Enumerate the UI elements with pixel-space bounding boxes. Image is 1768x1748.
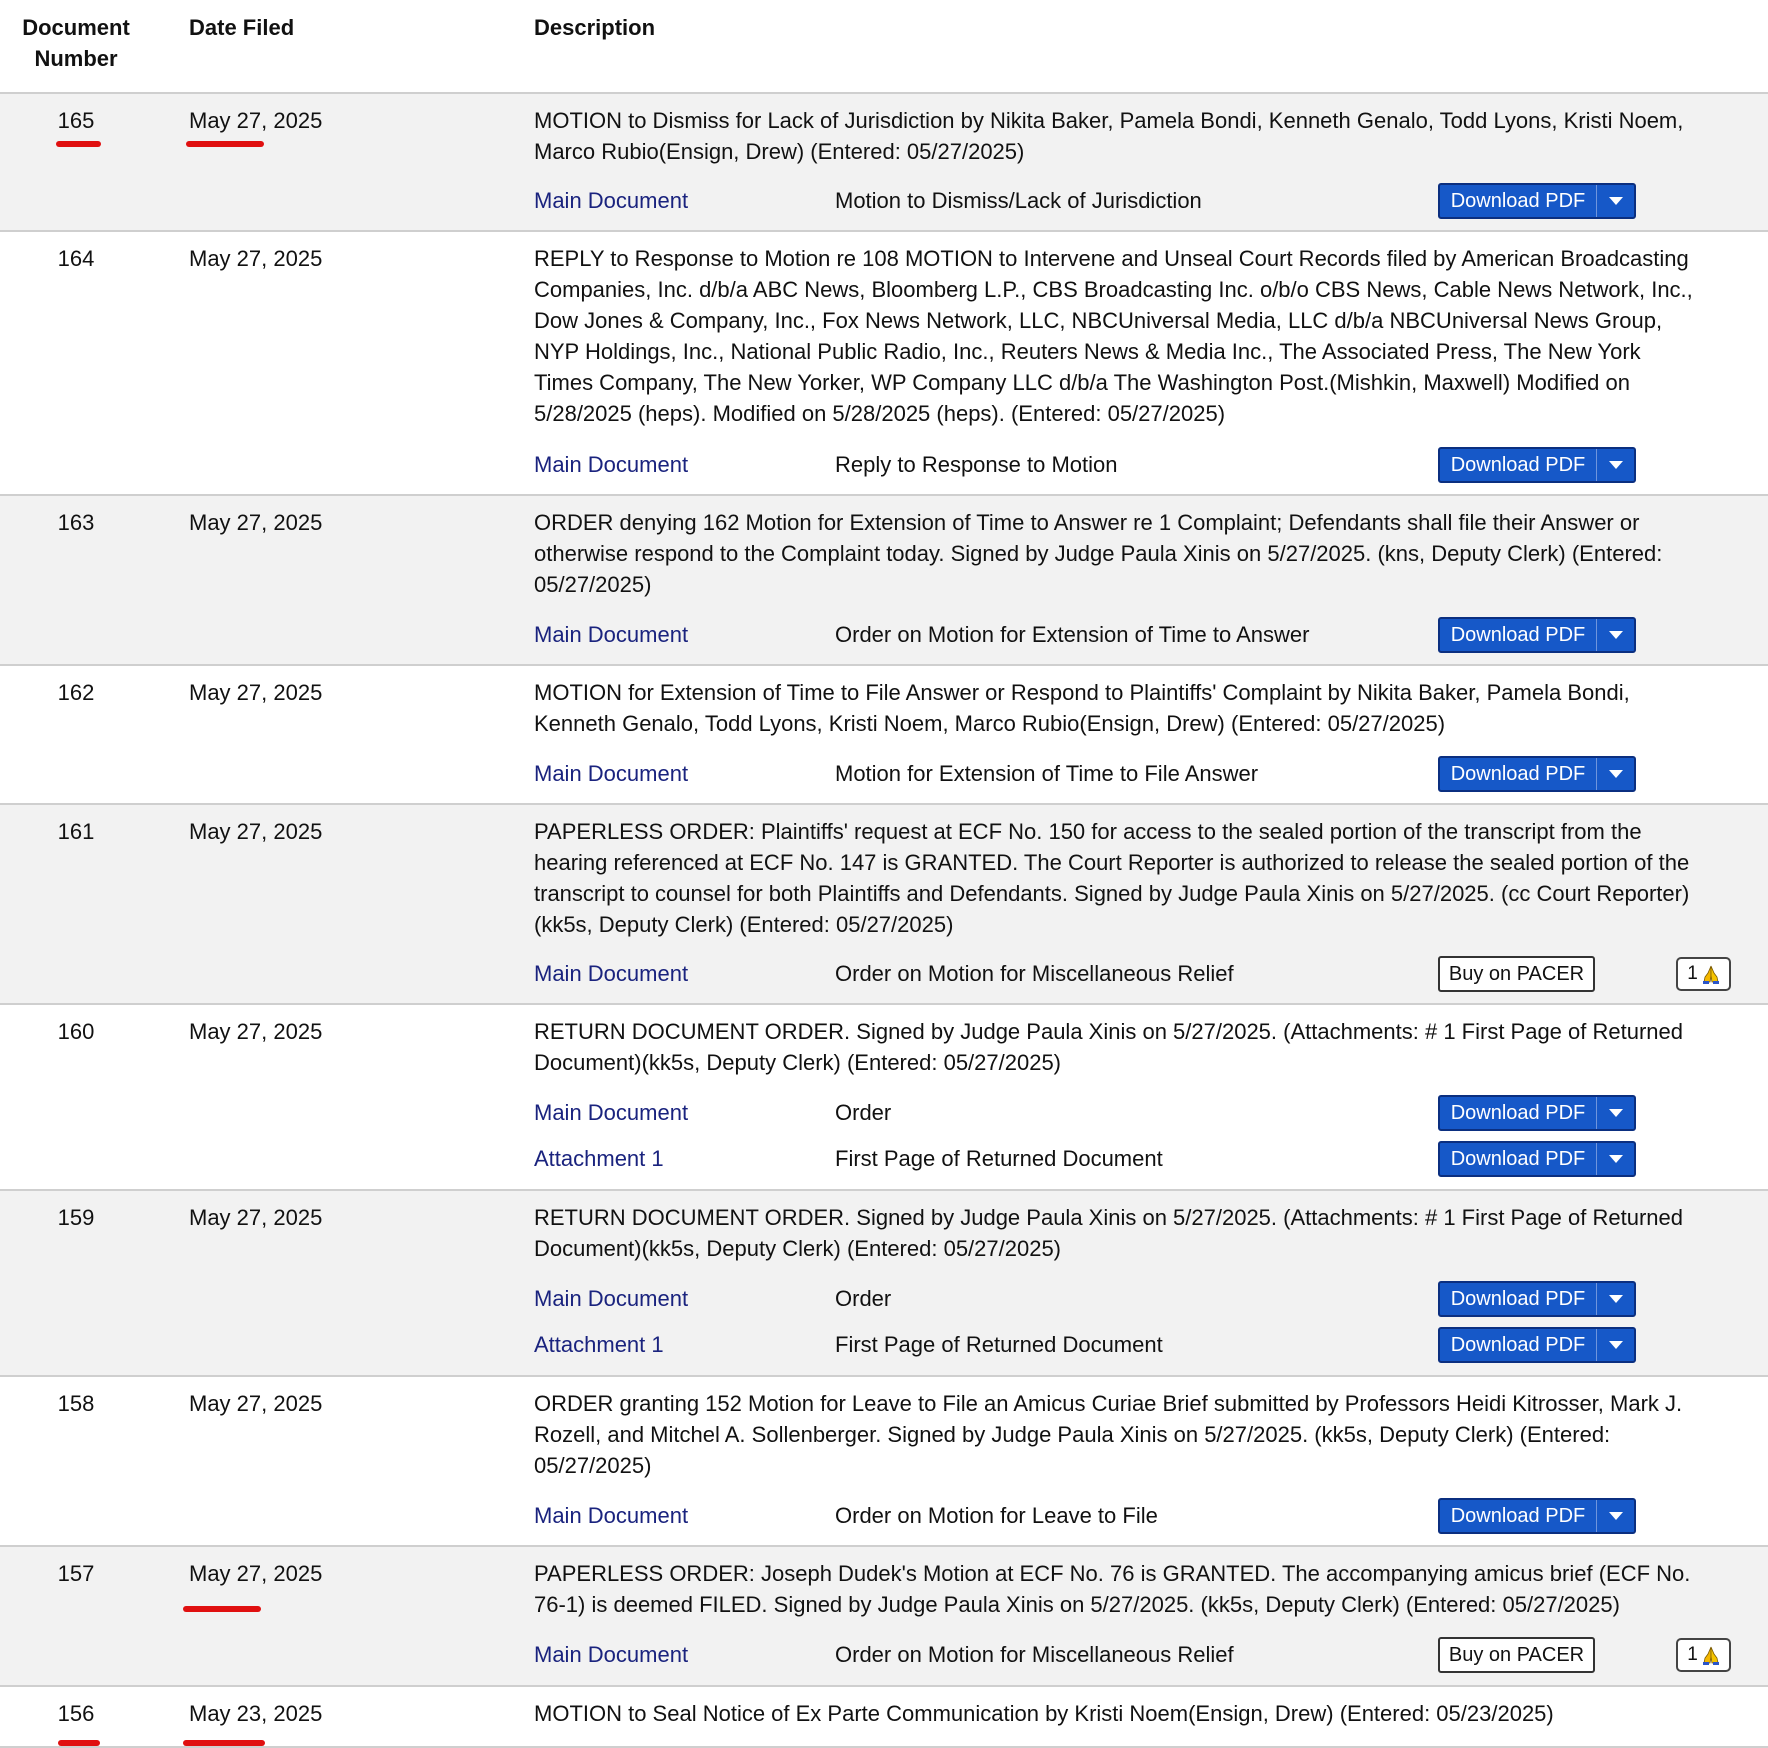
download-pdf-label: Download PDF — [1440, 1283, 1597, 1315]
table-row — [0, 94, 1768, 232]
caret-down-icon — [1609, 631, 1623, 639]
description-line: 05/27/2025) — [534, 572, 652, 597]
download-pdf-button[interactable] — [1438, 617, 1636, 653]
download-pdf-label: Download PDF — [1440, 449, 1597, 481]
entry-description — [534, 677, 1684, 739]
document-number: 163 — [57, 510, 95, 535]
caret-down-icon — [1609, 1155, 1623, 1163]
caret-down-icon — [1609, 1512, 1623, 1520]
description-line: 05/27/2025) — [534, 1453, 652, 1478]
document-type: Order on Motion for Extension of Time to Answer — [835, 622, 1310, 647]
description-line: 5/28/2025 (heps). Modified on 5/28/2025 (heps). (Entered: 05/27/2025) — [534, 401, 1226, 426]
document-type: Motion to Dismiss/Lack of Jurisdiction — [835, 188, 1202, 213]
document-type: Order on Motion for Miscellaneous Relief — [835, 1642, 1234, 1667]
download-pdf-label: Download PDF — [1440, 619, 1597, 651]
document-type: First Page of Returned Document — [835, 1332, 1163, 1357]
download-pdf-label: Download PDF — [1440, 185, 1597, 217]
entry-description — [534, 105, 1684, 167]
main-document-link[interactable]: Main Document — [534, 1100, 689, 1125]
description-line: Dow Jones & Company, Inc., Fox News Network, LLC, NBCUniversal Media, LLC d/b/a NBCUniversal News Group, — [534, 308, 1663, 333]
description-line: RETURN DOCUMENT ORDER. Signed by Judge Paula Xinis on 5/27/2025. (Attachments: # 1 First Page of Returned — [534, 1019, 1683, 1044]
attachment-link[interactable]: Attachment 1 — [534, 1332, 664, 1357]
document-number: 157 — [57, 1561, 95, 1586]
download-pdf-label: Download PDF — [1440, 1329, 1597, 1361]
description-line: (kk5s, Deputy Clerk) (Entered: 05/27/2025) — [534, 912, 954, 937]
download-options-toggle[interactable] — [1597, 1155, 1634, 1163]
date-filed: May 27, 2025 — [189, 819, 323, 844]
description-line: PAPERLESS ORDER: Joseph Dudek's Motion at ECF No. 76 is GRANTED. The accompanying amicus brief (ECF No. — [534, 1561, 1691, 1586]
table-header — [0, 0, 1768, 94]
reaction-count: 1 — [1687, 1644, 1698, 1665]
main-document-link[interactable]: Main Document — [534, 188, 689, 213]
date-filed: May 27, 2025 — [189, 108, 323, 133]
buy-on-pacer-button[interactable]: Buy on PACER — [1438, 1637, 1595, 1673]
download-options-toggle[interactable] — [1597, 1295, 1634, 1303]
date-filed: May 27, 2025 — [189, 1205, 323, 1230]
main-document-link[interactable]: Main Document — [534, 1503, 689, 1528]
download-options-toggle[interactable] — [1597, 1341, 1634, 1349]
date-filed: May 27, 2025 — [189, 1561, 323, 1586]
description-line: MOTION to Seal Notice of Ex Parte Communication by Kristi Noem(Ensign, Drew) (Entered: 05/23/2025) — [534, 1701, 1554, 1726]
document-number: 156 — [57, 1701, 95, 1726]
document-number: 162 — [57, 680, 95, 705]
buy-on-pacer-button[interactable]: Buy on PACER — [1438, 956, 1595, 992]
document-type: Order — [835, 1100, 892, 1125]
date-filed: May 27, 2025 — [189, 1019, 323, 1044]
description-line: Rozell, and Mitchel A. Sollenberger. Signed by Judge Paula Xinis on 5/27/2025. (kk5s, Deputy Clerk) (Entered: — [534, 1422, 1611, 1447]
header-document-number: Document Number — [22, 15, 130, 71]
download-pdf-button[interactable] — [1438, 1327, 1636, 1363]
entry-description — [534, 816, 1690, 940]
download-pdf-button[interactable] — [1438, 447, 1636, 483]
document-number: 165 — [57, 108, 95, 133]
document-type: Reply to Response to Motion — [835, 452, 1118, 477]
download-options-toggle[interactable] — [1597, 1109, 1634, 1117]
description-line: PAPERLESS ORDER: Plaintiffs' request at ECF No. 150 for access to the sealed portion of the transcript from the — [534, 819, 1642, 844]
date-filed: May 27, 2025 — [189, 510, 323, 535]
red-underline-mark — [183, 1606, 261, 1612]
description-line: hearing referenced at ECF No. 147 is GRANTED. The Court Reporter is authorized to release the sealed portion of the — [534, 850, 1690, 875]
caret-down-icon — [1609, 770, 1623, 778]
description-line: transcript to counsel for both Plaintiffs and Defendants. Signed by Judge Paula Xinis on 5/27/2025. (cc Court Reporter) — [534, 881, 1690, 906]
header-description: Description — [534, 15, 656, 40]
document-number: 159 — [57, 1205, 95, 1230]
document-type: Order on Motion for Leave to File — [835, 1503, 1158, 1528]
main-document-link[interactable]: Main Document — [534, 961, 689, 986]
red-underline-mark — [58, 1740, 100, 1746]
table-row — [0, 1687, 1768, 1748]
document-number: 161 — [57, 819, 95, 844]
entry-description — [534, 1016, 1684, 1078]
download-pdf-button[interactable] — [1438, 756, 1636, 792]
download-pdf-button[interactable] — [1438, 1281, 1636, 1317]
description-line: ORDER granting 152 Motion for Leave to File an Amicus Curiae Brief submitted by Professors Heidi Kitrosser, Mark J. — [534, 1391, 1683, 1416]
description-line: MOTION for Extension of Time to File Answer or Respond to Plaintiffs' Complaint by Nikita Baker, Pamela Bondi, — [534, 680, 1630, 705]
description-line: Kenneth Genalo, Todd Lyons, Kristi Noem, Marco Rubio(Ensign, Drew) (Entered: 05/27/2025) — [534, 711, 1446, 736]
table-row — [0, 232, 1768, 496]
document-type: First Page of Returned Document — [835, 1146, 1163, 1171]
download-pdf-button[interactable] — [1438, 183, 1636, 219]
document-number: 160 — [57, 1019, 95, 1044]
reaction-badge[interactable] — [1676, 957, 1731, 991]
description-line: 76-1) is deemed FILED. Signed by Judge Paula Xinis on 5/27/2025. (kk5s, Deputy Clerk) (Entered: 05/27/2025) — [534, 1592, 1620, 1617]
description-line: REPLY to Response to Motion re 108 MOTION to Intervene and Unseal Court Records filed by American Broadcasting — [534, 246, 1689, 271]
download-pdf-label: Download PDF — [1440, 758, 1597, 790]
description-line: MOTION to Dismiss for Lack of Jurisdiction by Nikita Baker, Pamela Bondi, Kenneth Genalo, Todd Lyons, Kristi Noem, — [534, 108, 1684, 133]
download-options-toggle[interactable] — [1597, 461, 1634, 469]
description-line: Companies, Inc. d/b/a ABC News, Bloomberg L.P., CBS Broadcasting Inc. o/b/o CBS News, Cable News Network, Inc., — [534, 277, 1693, 302]
description-line: Document)(kk5s, Deputy Clerk) (Entered: 05/27/2025) — [534, 1050, 1062, 1075]
entry-description — [534, 1558, 1691, 1620]
description-line: Times Company, The New Yorker, WP Company LLC d/b/a The Washington Post.(Mishkin, Maxwell) Modified on — [534, 370, 1630, 395]
entry-description — [534, 1698, 1684, 1729]
description-line: Document)(kk5s, Deputy Clerk) (Entered: 05/27/2025) — [534, 1236, 1062, 1261]
entry-description — [534, 1202, 1684, 1264]
download-options-toggle[interactable] — [1597, 1512, 1634, 1520]
main-document-link[interactable]: Main Document — [534, 1642, 689, 1667]
red-underline-mark — [183, 1740, 265, 1746]
download-pdf-button[interactable] — [1438, 1095, 1636, 1131]
document-type: Motion for Extension of Time to File Answer — [835, 761, 1259, 786]
description-line: Marco Rubio(Ensign, Drew) (Entered: 05/27/2025) — [534, 139, 1025, 164]
download-pdf-button[interactable] — [1438, 1141, 1636, 1177]
caret-down-icon — [1609, 1341, 1623, 1349]
main-document-link[interactable]: Main Document — [534, 761, 689, 786]
entry-description — [534, 243, 1693, 429]
table-row — [0, 1191, 1768, 1377]
download-pdf-label: Download PDF — [1440, 1097, 1597, 1129]
caret-down-icon — [1609, 1295, 1623, 1303]
document-type: Order — [835, 1286, 892, 1311]
praying-hands-icon — [1702, 964, 1720, 984]
download-options-toggle[interactable] — [1597, 631, 1634, 639]
caret-down-icon — [1609, 197, 1623, 205]
praying-hands-icon — [1702, 1645, 1720, 1665]
table-row — [0, 1005, 1768, 1191]
reaction-badge[interactable] — [1676, 1638, 1731, 1672]
main-document-link[interactable]: Main Document — [534, 452, 689, 477]
date-filed: May 27, 2025 — [189, 246, 323, 271]
description-line: NYP Holdings, Inc., National Public Radio, Inc., Reuters News & Media Inc., The Associated Press, The New York — [534, 339, 1641, 364]
description-line: RETURN DOCUMENT ORDER. Signed by Judge Paula Xinis on 5/27/2025. (Attachments: # 1 First Page of Returned — [534, 1205, 1683, 1230]
entry-description — [534, 507, 1684, 600]
header-date-filed: Date Filed — [189, 15, 295, 40]
table-row — [0, 496, 1768, 666]
main-document-link[interactable]: Main Document — [534, 622, 689, 647]
caret-down-icon — [1609, 1109, 1623, 1117]
red-underline-mark — [56, 141, 101, 147]
download-pdf-button[interactable] — [1438, 1498, 1636, 1534]
document-type: Order on Motion for Miscellaneous Relief — [835, 961, 1234, 986]
download-pdf-label: Download PDF — [1440, 1500, 1597, 1532]
table-row — [0, 1377, 1768, 1547]
document-number: 164 — [57, 246, 95, 271]
table-row — [0, 1547, 1768, 1687]
reaction-count: 1 — [1687, 963, 1698, 984]
main-document-link[interactable]: Main Document — [534, 1286, 689, 1311]
download-pdf-label: Download PDF — [1440, 1143, 1597, 1175]
download-options-toggle[interactable] — [1597, 197, 1634, 205]
description-line: ORDER denying 162 Motion for Extension of Time to Answer re 1 Complaint; Defendants shall file their Answer or — [534, 510, 1640, 535]
date-filed: May 27, 2025 — [189, 1391, 323, 1416]
download-options-toggle[interactable] — [1597, 770, 1634, 778]
date-filed: May 23, 2025 — [189, 1701, 323, 1726]
table-row — [0, 805, 1768, 1005]
document-number: 158 — [57, 1391, 95, 1416]
date-filed: May 27, 2025 — [189, 680, 323, 705]
caret-down-icon — [1609, 461, 1623, 469]
attachment-link[interactable]: Attachment 1 — [534, 1146, 664, 1171]
red-underline-mark — [186, 141, 264, 147]
table-row — [0, 666, 1768, 805]
entry-description — [534, 1388, 1684, 1481]
description-line: otherwise respond to the Complaint today. Signed by Judge Paula Xinis on 5/27/2025. (kns, Deputy Clerk) (Entered: — [534, 541, 1663, 566]
